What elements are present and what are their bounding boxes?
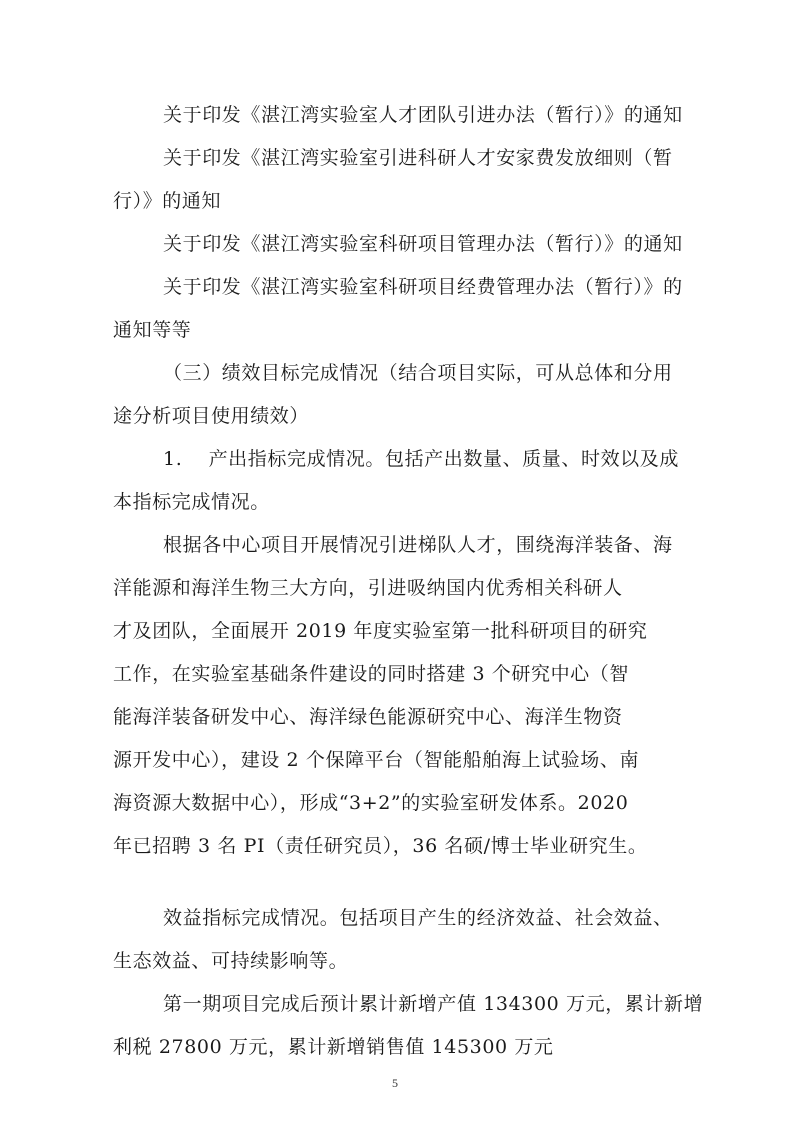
section-heading: 途分析项目使用绩效） — [113, 405, 310, 427]
paragraph-line: 根据各中心项目开展情况引进梯队人才，围绕海洋装备、海 — [163, 534, 673, 556]
paragraph-line: 利税 27800 万元，累计新增销售值 145300 万元 — [113, 1036, 554, 1058]
text-line: 关于印发《湛江湾实验室人才团队引进办法（暂行）》的通知 — [163, 104, 683, 126]
text-line: 通知等等 — [113, 319, 192, 341]
paragraph-line: 能海洋装备研发中心、海洋绿色能源研究中心、海洋生物资 — [113, 706, 623, 728]
subsection-heading: 本指标完成情况。 — [113, 491, 270, 513]
page-number: 5 — [392, 1076, 398, 1090]
paragraph-line: 源开发中心），建设 2 个保障平台（智能船舶海上试验场、南 — [113, 749, 640, 771]
subsection-heading: 1. 产出指标完成情况。包括产出数量、质量、时效以及成 — [163, 448, 679, 470]
text-line: 关于印发《湛江湾实验室引进科研人才安家费发放细则（暂 — [163, 147, 673, 169]
paragraph-line: 年已招聘 3 名 PI（责任研究员），36 名硕/博士毕业研究生。 — [113, 835, 648, 857]
text-line: 关于印发《湛江湾实验室科研项目管理办法（暂行）》的通知 — [163, 233, 683, 255]
paragraph-line: 才及团队，全面展开 2019 年度实验室第一批科研项目的研究 — [113, 620, 648, 642]
text-line: 行）》的通知 — [113, 190, 222, 212]
section-heading: （三）绩效目标完成情况（结合项目实际，可从总体和分用 — [163, 362, 673, 384]
paragraph-line: 海资源大数据中心），形成“3+2”的实验室研发体系。2020 — [113, 792, 629, 814]
paragraph-line: 洋能源和海洋生物三大方向，引进吸纳国内优秀相关科研人 — [113, 577, 623, 599]
subsection-heading: 效益指标完成情况。包括项目产生的经济效益、社会效益、 — [163, 907, 673, 929]
paragraph-line: 第一期项目完成后预计累计新增产值 134300 万元，累计新增 — [163, 993, 704, 1015]
text-line: 关于印发《湛江湾实验室科研项目经费管理办法（暂行）》的 — [163, 276, 683, 298]
subsection-heading: 生态效益、可持续影响等。 — [113, 950, 349, 972]
paragraph-line: 工作，在实验室基础条件建设的同时搭建 3 个研究中心（智 — [113, 663, 629, 685]
